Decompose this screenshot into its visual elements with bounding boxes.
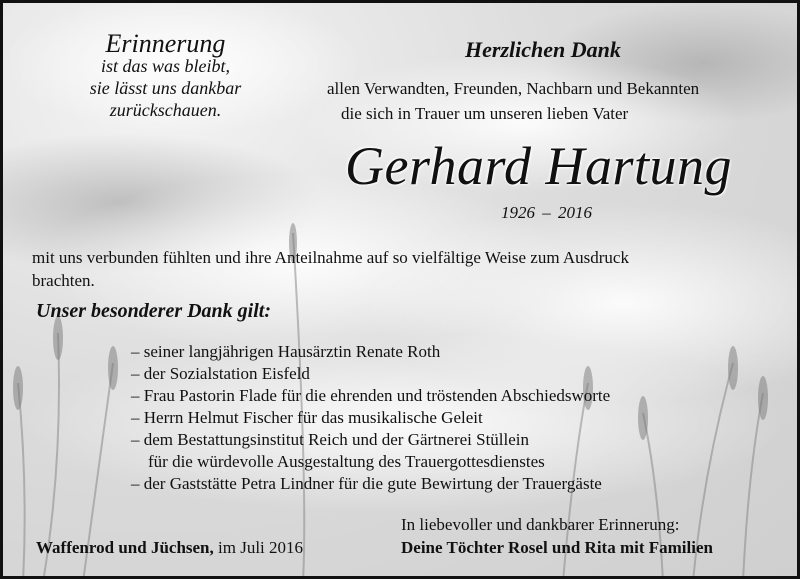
memorial-quote xyxy=(83,29,248,121)
list-item: – dem Bestattungsinstitut Reich und der Gärtnerei Stüllein xyxy=(131,430,530,449)
list-item: – der Gaststätte Petra Lindner für die gute Bewirtung der Trauergäste xyxy=(131,474,602,493)
quote-line: Erinnerung xyxy=(105,29,226,58)
closing-line: In liebevoller und dankbarer Erinnerung: xyxy=(401,515,680,534)
special-thanks-heading: Unser besonderer Dank gilt: xyxy=(36,300,272,322)
list-item: – Frau Pastorin Flade für die ehrenden und tröstenden Abschiedsworte xyxy=(131,386,611,405)
location: Waffenrod und Jüchsen, xyxy=(36,538,214,557)
body-line: mit uns verbunden fühlten und ihre Anteilnahme auf so vielfältige Weise zum Ausdruck xyxy=(32,248,629,267)
list-item: – Herrn Helmut Fischer für das musikalische Geleit xyxy=(131,408,483,427)
date: im Juli 2016 xyxy=(218,538,304,557)
body-line: brachten. xyxy=(32,271,95,290)
life-dates: 1926 – 2016 xyxy=(501,203,592,222)
place-date xyxy=(36,538,303,558)
quote-line: ist das was bleibt, xyxy=(100,56,230,76)
list-item: – der Sozialstation Eisfeld xyxy=(131,364,310,383)
quote-line: zurückschauen. xyxy=(109,100,222,120)
quote-line: sie lässt uns dankbar xyxy=(89,78,242,98)
thanks-list xyxy=(131,341,610,495)
list-item-continuation: für die würdevolle Ausgestaltung des Trauergottesdienstes xyxy=(148,452,545,471)
intro-line: allen Verwandten, Freunden, Nachbarn und Bekannten xyxy=(327,79,700,98)
list-item: – seiner langjährigen Hausärztin Renate Roth xyxy=(131,342,441,361)
signature-line: Deine Töchter Rosel und Rita mit Familien xyxy=(401,538,713,557)
deceased-name: Gerhard Hartung xyxy=(345,136,733,196)
heading: Herzlichen Dank xyxy=(465,37,621,62)
intro-line: die sich in Trauer um unseren lieben Vater xyxy=(341,104,629,123)
